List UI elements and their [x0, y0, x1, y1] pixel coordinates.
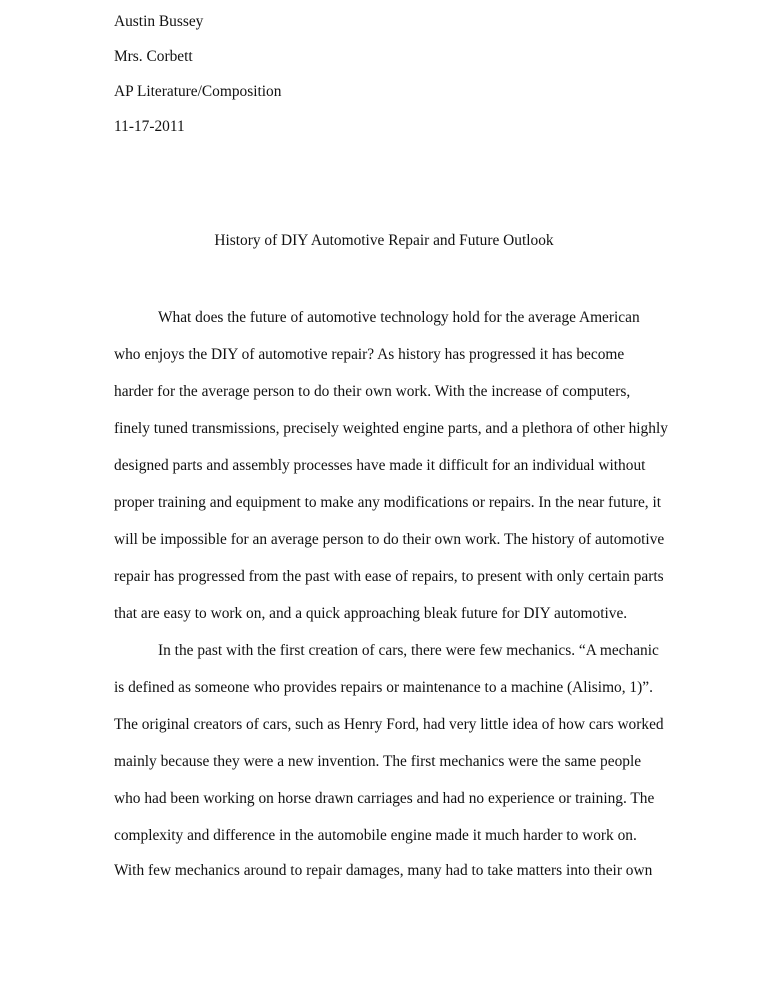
body-line: who had been working on horse drawn carriages and had no experience or training. The — [114, 790, 655, 807]
body-line: who enjoys the DIY of automotive repair? As history has progressed it has become — [114, 346, 625, 363]
body-line: mainly because they were a new invention. The first mechanics were the same people — [114, 753, 642, 770]
body-line: proper training and equipment to make any modifications or repairs. In the near future, it — [114, 494, 662, 511]
body-line: complexity and difference in the automobile engine made it much harder to work on. — [114, 827, 637, 844]
essay-date: 11-17-2011 — [114, 118, 185, 135]
body-line: harder for the average person to do their own work. With the increase of computers, — [114, 383, 631, 400]
body-line: What does the future of automotive technology hold for the average American — [158, 309, 640, 326]
body-line: will be impossible for an average person to do their own work. The history of automotive — [114, 531, 665, 548]
body-line: finely tuned transmissions, precisely weighted engine parts, and a plethora of other highly — [114, 420, 668, 437]
body-line: designed parts and assembly processes have made it difficult for an individual without — [114, 457, 646, 474]
body-line: The original creators of cars, such as Henry Ford, had very little idea of how cars worked — [114, 716, 664, 733]
body-line: With few mechanics around to repair damages, many had to take matters into their own — [114, 862, 653, 879]
body-line: In the past with the first creation of cars, there were few mechanics. “A mechanic — [158, 642, 659, 659]
essay-title: History of DIY Automotive Repair and Future Outlook — [214, 232, 554, 249]
body-line: that are easy to work on, and a quick approaching bleak future for DIY automotive. — [114, 605, 628, 622]
body-line: is defined as someone who provides repairs or maintenance to a machine (Alisimo, 1)”. — [114, 679, 653, 696]
author-name: Austin Bussey — [114, 13, 204, 30]
instructor-name: Mrs. Corbett — [114, 48, 193, 65]
body-line: repair has progressed from the past with ease of repairs, to present with only certain parts — [114, 568, 664, 585]
course-name: AP Literature/Composition — [114, 83, 282, 100]
